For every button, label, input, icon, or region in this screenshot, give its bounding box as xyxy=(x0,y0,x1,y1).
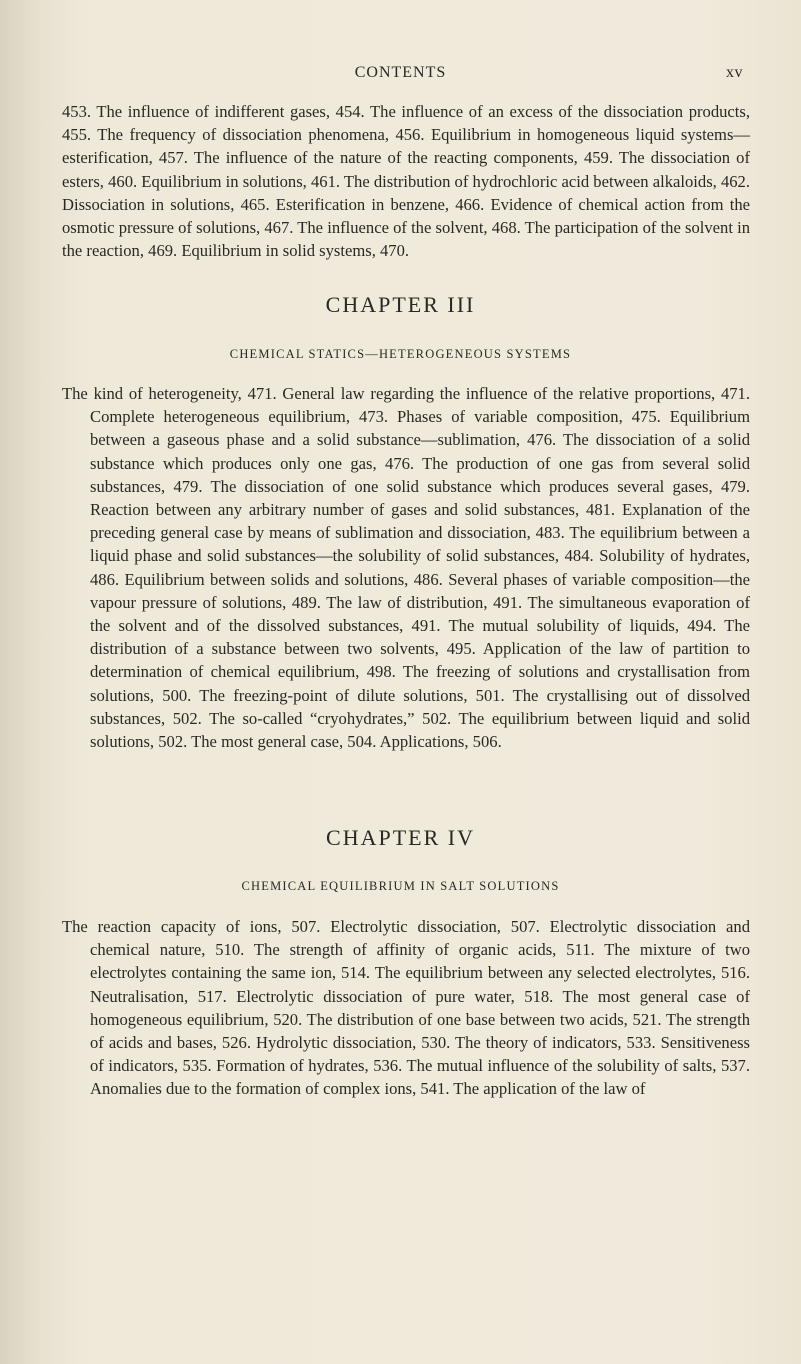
intro-section xyxy=(62,100,750,262)
chapter-4-paragraph: The reaction capacity of ions, 507. Electrolytic dissociation, 507. Electrolytic dissociation and chemical nature, 510. The strength of affinity of organic acids, 511. The mixture of two electrolytes containing the same ion, 514. The equilibrium between any selected electrolytes, 516. Neutralisation, 517. Electrolytic dissociation of pure water, 518. The most general case of homogeneous equilibrium, 520. The distribution of one base between two acids, 521. The strength of acids and bases, 526. Hydrolytic dissociation, 530. The theory of indicators, 533. Sensitiveness of indicators, 535. Formation of hydrates, 536. The mutual influence of the solubility of salts, 537. Anomalies due to the formation of complex ions, 541. The application of the law of xyxy=(62,917,750,1099)
chapter-4-heading: CHAPTER IV xyxy=(326,825,475,850)
running-head-title: CONTENTS xyxy=(354,64,447,81)
intro-paragraph: 453. The influence of indifferent gases, 454. The influence of an excess of the dissociation products, 455. The frequency of dissociation phenomena, 456. Equilibrium in homogeneous liquid systems—esterification, 457. The influence of the nature of the reacting components, 459. The dissociation of esters, 460. Equilibrium in solutions, 461. The distribution of hydrochloric acid between alkaloids, 462. Dissociation in solutions, 465. Esterification in benzene, 466. Evidence of chemical action from the osmotic pressure of solutions, 467. The influence of the solvent, 468. The participation of the solvent in the reaction, 469. Equilibrium in solid systems, 470. xyxy=(62,102,750,261)
chapter-3-heading: CHAPTER III xyxy=(325,292,476,317)
running-head xyxy=(0,64,801,84)
chapter-4-subtitle: CHEMICAL EQUILIBRIUM IN SALT SOLUTIONS xyxy=(241,879,560,893)
chapter-3-subtitle: CHEMICAL STATICS—HETEROGENEOUS SYSTEMS xyxy=(229,347,572,361)
chapter-3-paragraph: The kind of heterogeneity, 471. General law regarding the influence of the relative proportions, 471. Complete heterogeneous equilibrium, 473. Phases of variable composition, 475. Equilibrium between a gaseous phase and a solid substance—sublimation, 476. The dissociation of a solid substance which produces only one gas, 476. The production of one gas from several solid substances, 479. The dissociation of one solid substance which produces several gases, 479. Reaction between any arbitrary number of gases and solid substances, 481. Explanation of the preceding general case by means of sublimation and dissociation, 483. The equilibrium between a liquid phase and solid substances—the solubility of solid substances, 484. Solubility of hydrates, 486. Equilibrium between solids and solutions, 486. Several phases of variable composition—the vapour pressure of solutions, 489. The law of distribution, 491. The simultaneous evaporation of the solvent and of the dissolved substances, 491. The mutual solubility of liquids, 494. The distribution of a substance between two solvents, 495. Application of the law of partition to determination of chemical equilibrium, 498. The freezing of solutions and crystallisation from solutions, 500. The freezing-point of dilute solutions, 501. The crystallising out of dissolved substances, 502. The so-called “cryohydrates,” 502. The equilibrium between liquid and solid solutions, 502. The most general case, 504. Applications, 506. xyxy=(62,384,750,752)
page-number: xv xyxy=(726,64,743,81)
chapter-3-contents xyxy=(62,382,750,753)
chapter-4-contents xyxy=(62,915,750,1101)
